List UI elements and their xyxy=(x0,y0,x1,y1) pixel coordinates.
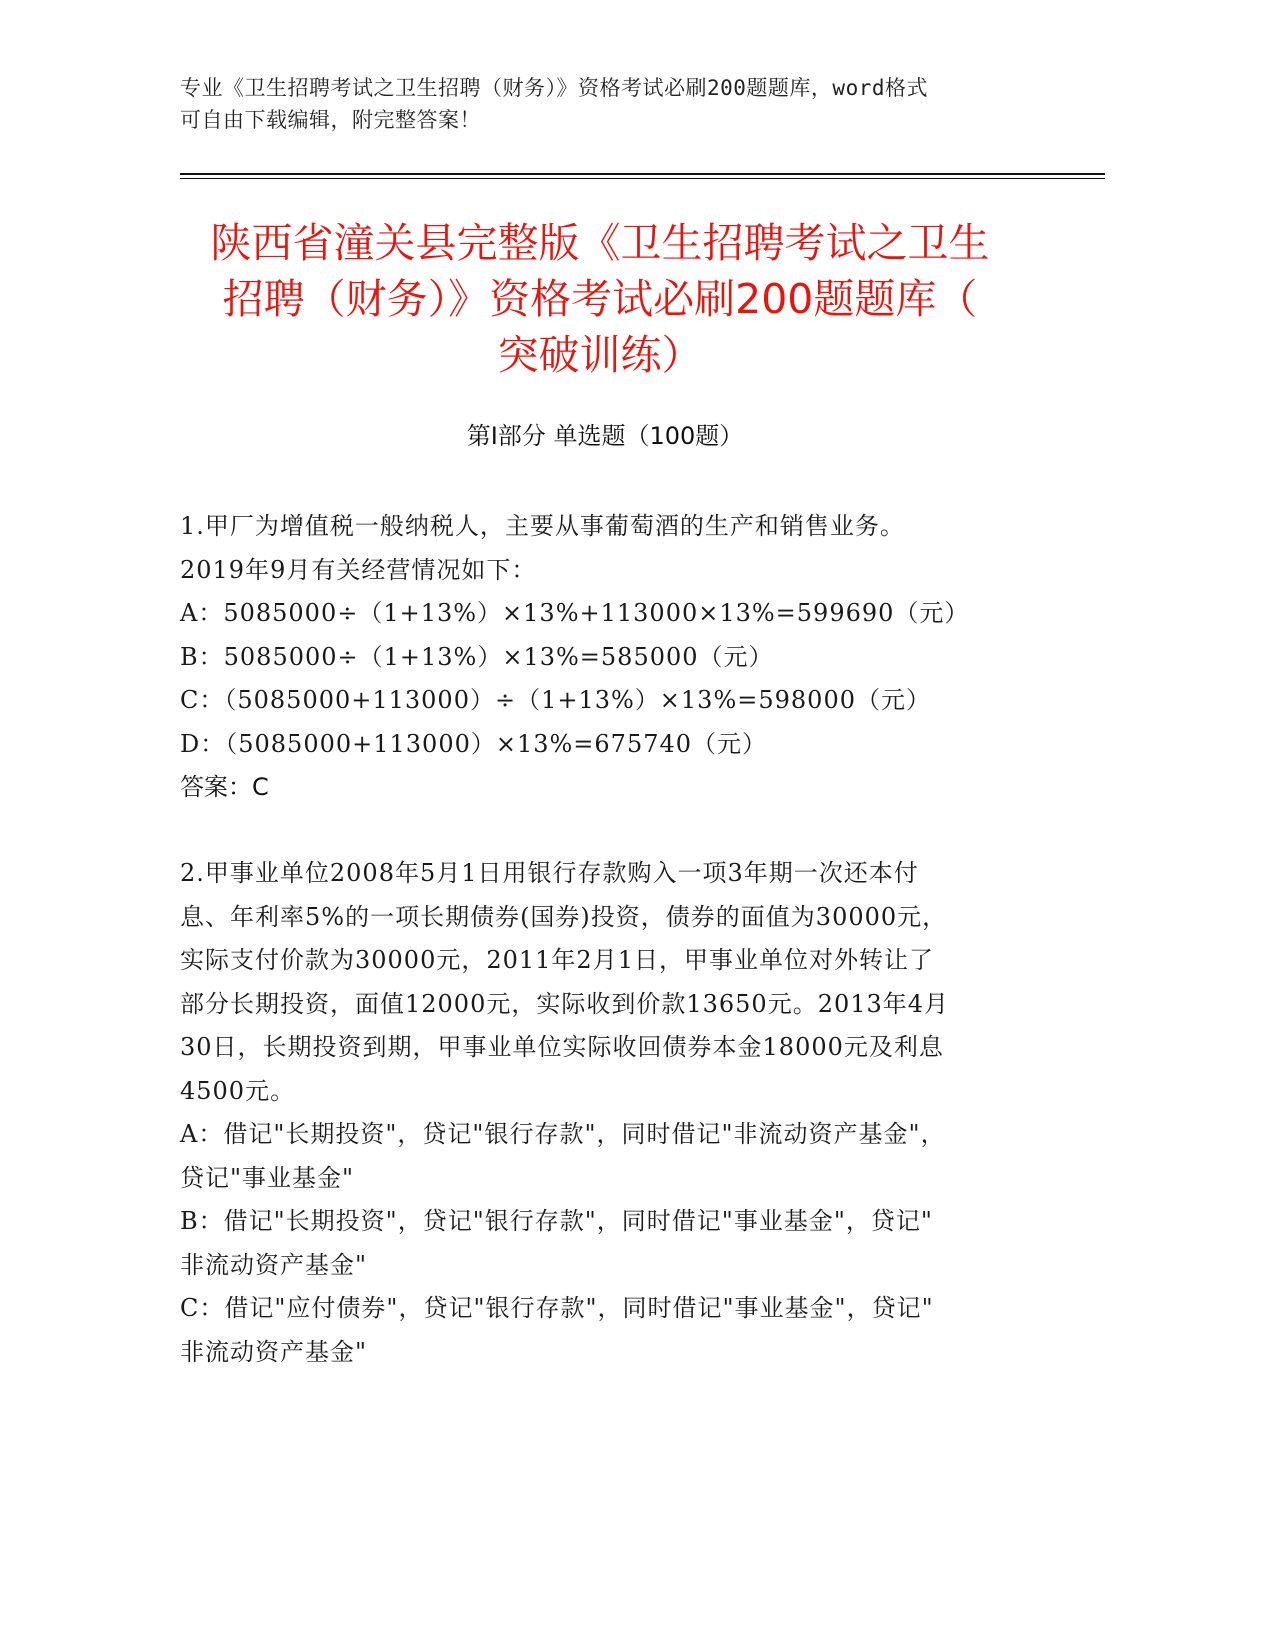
question-stem-line: 部分长期投资，面值12000元，实际收到价款13650元。2013年4月 xyxy=(180,989,950,1018)
question-stem-line: 4500元。 xyxy=(180,1076,296,1105)
question-stem-line: 2.甲事业单位2008年5月1日用银行存款购入一项3年期一次还本付 xyxy=(180,859,919,887)
header-divider-thin xyxy=(180,178,1105,179)
option-a: A：5085000÷（1+13%）×13%+113000×13%=599690（元） xyxy=(180,599,970,627)
document-title-line-2: 招聘（财务）》资格考试必刷200题题库（ xyxy=(222,275,978,323)
question-stem-line: 1.甲厂为增值税一般纳税人，主要从事葡萄酒的生产和销售业务。 xyxy=(180,512,905,540)
option-b-continued: 非流动资产基金" xyxy=(180,1250,368,1279)
question-1 xyxy=(180,505,1040,810)
header-note xyxy=(180,72,1030,136)
header-divider-thick xyxy=(180,173,1105,175)
option-c-continued: 非流动资产基金" xyxy=(180,1337,368,1366)
option-b: B：5085000÷（1+13%）×13%=585000（元） xyxy=(180,642,774,671)
option-c: C：（5085000+113000）÷（1+13%）×13%=598000（元） xyxy=(180,686,931,714)
header-note-line-1: 专业《卫生招聘考试之卫生招聘（财务）》资格考试必刷200题题库，word格式 xyxy=(180,76,928,100)
option-c: C：借记"应付债券"，贷记"银行存款"，同时借记"事业基金"，贷记" xyxy=(180,1294,934,1322)
question-stem-line: 实际支付价款为30000元，2011年2月1日，甲事业单位对外转让了 xyxy=(180,946,934,974)
option-d: D：（5085000+113000）×13%=675740（元） xyxy=(180,729,768,758)
option-b: B：借记"长期投资"，贷记"银行存款"，同时借记"事业基金"，贷记" xyxy=(180,1207,933,1235)
question-2 xyxy=(180,852,1040,1374)
question-stem-line: 2019年9月有关经营情况如下： xyxy=(180,555,537,584)
option-a: A：借记"长期投资"，贷记"银行存款"，同时借记"非流动资产基金"， xyxy=(180,1120,946,1148)
section-title: 第Ⅰ部分 单选题（100题） xyxy=(466,422,744,450)
question-stem-line: 30日，长期投资到期，甲事业单位实际收回债券本金18000元及利息 xyxy=(180,1033,944,1061)
question-stem-line: 息、年利率5%的一项长期债券(国券)投资，债券的面值为30000元， xyxy=(180,902,948,931)
document-title xyxy=(160,215,1040,383)
header-note-line-2: 可自由下载编辑，附完整答案！ xyxy=(180,108,481,132)
answer-label: 答案：C xyxy=(180,773,269,801)
document-title-line-1: 陕西省潼关县完整版《卫生招聘考试之卫生 xyxy=(210,219,990,267)
option-a-continued: 贷记"事业基金" xyxy=(180,1163,355,1192)
document-title-line-3: 突破训练） xyxy=(497,331,703,379)
